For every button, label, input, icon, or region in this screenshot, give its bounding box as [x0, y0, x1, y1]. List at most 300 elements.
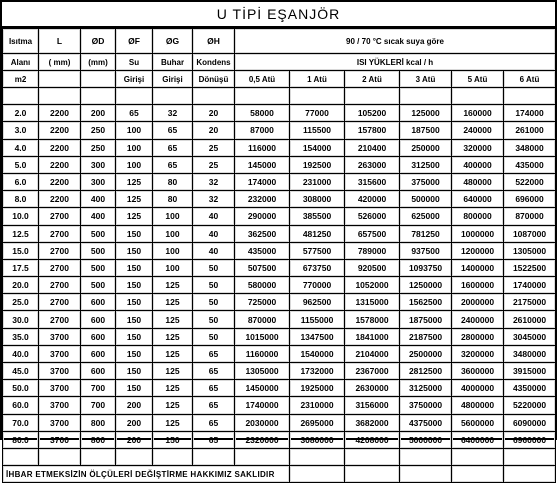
table-row [3, 259, 556, 276]
table-cell: 40.0 [3, 345, 39, 362]
table-cell: 3700 [39, 431, 81, 448]
header-row-1 [3, 29, 556, 54]
table-cell: 600 [81, 328, 116, 345]
empty-cell [452, 88, 504, 105]
table-cell: 700 [81, 397, 116, 414]
empty-cell [345, 88, 400, 105]
table-cell: 45.0 [3, 363, 39, 380]
table-cell: 2030000 [235, 414, 290, 431]
table-cell: 2700 [39, 208, 81, 225]
table-cell: 3125000 [400, 380, 452, 397]
table-cell: 263000 [345, 156, 400, 173]
table-cell: 232000 [235, 191, 290, 208]
table-cell: 150 [116, 363, 153, 380]
table-cell: 250000 [400, 139, 452, 156]
table-cell: 65 [193, 431, 235, 448]
table-cell: 3915000 [504, 363, 556, 380]
table-cell: 65 [153, 139, 193, 156]
table-cell: 6090000 [504, 414, 556, 431]
empty-cell [81, 448, 116, 465]
temperature-note: 90 / 70 °C sıcak suya göre [235, 29, 556, 54]
table-cell: 100 [153, 242, 193, 259]
table-cell: 6400000 [452, 431, 504, 448]
table-cell: 125 [116, 191, 153, 208]
empty-cell [235, 88, 290, 105]
table-cell: 10.0 [3, 208, 39, 225]
empty-cell [153, 448, 193, 465]
table-cell: 125 [116, 208, 153, 225]
header-cell: Alanı [3, 54, 39, 71]
table-cell: 200 [116, 431, 153, 448]
table-cell: 150 [116, 225, 153, 242]
table-cell: 1522500 [504, 259, 556, 276]
page-title: U TİPİ EŞANJÖR [216, 6, 341, 22]
table-cell: 1200000 [452, 242, 504, 259]
header-cell: Buhar [153, 54, 193, 71]
table-cell: 696000 [504, 191, 556, 208]
footer-row [3, 466, 556, 483]
table-cell: 1347500 [290, 328, 345, 345]
table-row [3, 191, 556, 208]
table-cell: 870000 [235, 311, 290, 328]
table-cell: 1540000 [290, 345, 345, 362]
table-cell: 962500 [290, 294, 345, 311]
table-cell: 673750 [290, 259, 345, 276]
table-row [3, 225, 556, 242]
table-cell: 2200 [39, 139, 81, 156]
header-cell: ØF [116, 29, 153, 54]
table-cell: 2175000 [504, 294, 556, 311]
table-cell: 2610000 [504, 311, 556, 328]
table-cell: 3682000 [345, 414, 400, 431]
table-cell: 300 [81, 156, 116, 173]
table-cell: 385500 [290, 208, 345, 225]
empty-cell [400, 88, 452, 105]
table-cell: 250 [81, 122, 116, 139]
table-cell: 65 [193, 414, 235, 431]
table-cell: 174000 [235, 173, 290, 190]
empty-cell [290, 88, 345, 105]
title-bar [2, 2, 555, 28]
table-cell: 400000 [452, 156, 504, 173]
table-cell: 600 [81, 311, 116, 328]
table-cell: 125000 [400, 105, 452, 122]
table-row [3, 363, 556, 380]
empty-cell [345, 448, 400, 465]
table-cell: 50.0 [3, 380, 39, 397]
table-cell: 100 [116, 139, 153, 156]
empty-cell [452, 448, 504, 465]
table-cell: 80 [153, 191, 193, 208]
table-cell: 770000 [290, 277, 345, 294]
table-cell: 2200 [39, 156, 81, 173]
table-cell: 2200 [39, 105, 81, 122]
table-cell: 657500 [345, 225, 400, 242]
table-row [3, 242, 556, 259]
table-cell: 3080000 [290, 431, 345, 448]
table-cell: 2000000 [452, 294, 504, 311]
table-cell: 3700 [39, 380, 81, 397]
header-cell: Su [116, 54, 153, 71]
table-cell: 25 [193, 139, 235, 156]
table-cell: 2695000 [290, 414, 345, 431]
table-cell: 2700 [39, 311, 81, 328]
table-cell: 160000 [452, 105, 504, 122]
table-cell: 1740000 [235, 397, 290, 414]
header-cell [39, 71, 81, 88]
table-cell: 150 [116, 328, 153, 345]
table-row [3, 380, 556, 397]
table-cell: 522000 [504, 173, 556, 190]
table-cell: 8.0 [3, 191, 39, 208]
table-cell: 40 [193, 208, 235, 225]
table-cell: 50 [193, 328, 235, 345]
table-cell: 240000 [452, 122, 504, 139]
table-cell: 3480000 [504, 345, 556, 362]
table-cell: 700 [81, 380, 116, 397]
table-cell: 154000 [290, 139, 345, 156]
empty-cell [400, 466, 452, 483]
table-cell: 2700 [39, 242, 81, 259]
table-cell: 50 [193, 311, 235, 328]
table-cell: 375000 [400, 173, 452, 190]
table-cell: 1875000 [400, 311, 452, 328]
table-cell: 3700 [39, 363, 81, 380]
spacer-row [3, 448, 556, 465]
table-cell: 192500 [290, 156, 345, 173]
table-cell: 87000 [235, 122, 290, 139]
empty-cell [290, 448, 345, 465]
table-cell: 2700 [39, 225, 81, 242]
table-cell: 3750000 [400, 397, 452, 414]
table-cell: 348000 [504, 139, 556, 156]
empty-cell [235, 448, 290, 465]
table-cell: 125 [153, 414, 193, 431]
table-cell: 20 [193, 105, 235, 122]
table-cell: 2367000 [345, 363, 400, 380]
table-cell: 320000 [452, 139, 504, 156]
pressure-header: 3 Atü [400, 71, 452, 88]
table-cell: 800000 [452, 208, 504, 225]
table-cell: 2200 [39, 122, 81, 139]
table-cell: 6.0 [3, 173, 39, 190]
table-cell: 2630000 [345, 380, 400, 397]
table-cell: 725000 [235, 294, 290, 311]
table-cell: 481250 [290, 225, 345, 242]
table-cell: 1305000 [504, 242, 556, 259]
table-row [3, 156, 556, 173]
table-cell: 435000 [504, 156, 556, 173]
table-cell: 800 [81, 431, 116, 448]
table-cell: 3.0 [3, 122, 39, 139]
table-cell: 65 [153, 122, 193, 139]
table-cell: 290000 [235, 208, 290, 225]
header-cell: Girişi [153, 71, 193, 88]
table-cell: 3156000 [345, 397, 400, 414]
table-cell: 625000 [400, 208, 452, 225]
footer-note: İHBAR ETMEKSİZİN ÖLÇÜLERİ DEĞİŞTİRME HAKKIMIZ SAKLIDIR [3, 466, 290, 483]
table-cell: 4.0 [3, 139, 39, 156]
table-cell: 4375000 [400, 414, 452, 431]
empty-cell [504, 466, 556, 483]
header-cell: m2 [3, 71, 39, 88]
table-cell: 1315000 [345, 294, 400, 311]
table-cell: 125 [153, 328, 193, 345]
table-cell: 920500 [345, 259, 400, 276]
table-cell: 2187500 [400, 328, 452, 345]
table-cell: 3700 [39, 328, 81, 345]
table-cell: 6960000 [504, 431, 556, 448]
header-cell [81, 71, 116, 88]
table-cell: 870000 [504, 208, 556, 225]
table-cell: 100 [153, 225, 193, 242]
table-cell: 65 [193, 380, 235, 397]
table-cell: 800 [81, 414, 116, 431]
table-cell: 150 [153, 431, 193, 448]
table-cell: 580000 [235, 277, 290, 294]
table-cell: 40 [193, 242, 235, 259]
table-cell: 100 [116, 122, 153, 139]
table-cell: 1400000 [452, 259, 504, 276]
table-cell: 5220000 [504, 397, 556, 414]
header-cell: ØH [193, 29, 235, 54]
table-cell: 312500 [400, 156, 452, 173]
table-cell: 5000000 [400, 431, 452, 448]
table-cell: 157800 [345, 122, 400, 139]
empty-cell [81, 88, 116, 105]
table-cell: 4208000 [345, 431, 400, 448]
table-cell: 2310000 [290, 397, 345, 414]
table-cell: 150 [116, 294, 153, 311]
table-cell: 435000 [235, 242, 290, 259]
table-cell: 77000 [290, 105, 345, 122]
table-cell: 1841000 [345, 328, 400, 345]
table-cell: 300 [81, 173, 116, 190]
table-cell: 58000 [235, 105, 290, 122]
table-cell: 70.0 [3, 414, 39, 431]
table-cell: 115500 [290, 122, 345, 139]
table-cell: 1052000 [345, 277, 400, 294]
empty-cell [3, 448, 39, 465]
table-cell: 362500 [235, 225, 290, 242]
table-cell: 1562500 [400, 294, 452, 311]
table-cell: 250 [81, 139, 116, 156]
table-cell: 20.0 [3, 277, 39, 294]
header-cell: (mm) [81, 54, 116, 71]
header-cell: ( mm) [39, 54, 81, 71]
header-cell: Kondens [193, 54, 235, 71]
table-cell: 105200 [345, 105, 400, 122]
table-cell: 125 [153, 294, 193, 311]
pressure-header: 2 Atü [345, 71, 400, 88]
table-cell: 150 [116, 259, 153, 276]
header-cell: L [39, 29, 81, 54]
header-row-2 [3, 54, 556, 71]
empty-cell [400, 448, 452, 465]
table-cell: 30.0 [3, 311, 39, 328]
table-cell: 2812500 [400, 363, 452, 380]
table-cell: 125 [116, 173, 153, 190]
empty-cell [345, 466, 400, 483]
table-cell: 507500 [235, 259, 290, 276]
table-row [3, 311, 556, 328]
table-cell: 116000 [235, 139, 290, 156]
table-row [3, 345, 556, 362]
empty-cell [39, 448, 81, 465]
empty-cell [116, 448, 153, 465]
empty-cell [452, 466, 504, 483]
table-cell: 25 [193, 156, 235, 173]
table-cell: 2200 [39, 191, 81, 208]
table-row [3, 328, 556, 345]
table-cell: 2104000 [345, 345, 400, 362]
header-cell: Girişi [116, 71, 153, 88]
table-cell: 32 [193, 191, 235, 208]
pressure-header: 1 Atü [290, 71, 345, 88]
table-cell: 1925000 [290, 380, 345, 397]
table-cell: 150 [116, 380, 153, 397]
table-cell: 315600 [345, 173, 400, 190]
table-cell: 125 [153, 345, 193, 362]
table-row [3, 208, 556, 225]
table-cell: 1087000 [504, 225, 556, 242]
table-cell: 500 [81, 242, 116, 259]
table-cell: 32 [193, 173, 235, 190]
capacity-table [2, 28, 556, 483]
table-cell: 500 [81, 277, 116, 294]
table-cell: 2400000 [452, 311, 504, 328]
empty-cell [504, 448, 556, 465]
header-row-3 [3, 71, 556, 88]
table-cell: 100 [153, 208, 193, 225]
table-cell: 1732000 [290, 363, 345, 380]
table-cell: 526000 [345, 208, 400, 225]
table-cell: 150 [116, 242, 153, 259]
table-cell: 200 [116, 414, 153, 431]
table-cell: 480000 [452, 173, 504, 190]
table-cell: 125 [153, 311, 193, 328]
table-cell: 3700 [39, 345, 81, 362]
table-cell: 200 [116, 397, 153, 414]
table-cell: 125 [153, 277, 193, 294]
table-cell: 3045000 [504, 328, 556, 345]
table-cell: 65 [193, 397, 235, 414]
table-cell: 2320000 [235, 431, 290, 448]
empty-cell [3, 88, 39, 105]
table-cell: 261000 [504, 122, 556, 139]
table-cell: 174000 [504, 105, 556, 122]
table-cell: 500000 [400, 191, 452, 208]
table-cell: 15.0 [3, 242, 39, 259]
table-cell: 100 [116, 156, 153, 173]
table-cell: 1155000 [290, 311, 345, 328]
table-cell: 20 [193, 122, 235, 139]
table-cell: 200 [81, 105, 116, 122]
table-cell: 25.0 [3, 294, 39, 311]
table-cell: 400 [81, 191, 116, 208]
table-row [3, 139, 556, 156]
table-cell: 150 [116, 345, 153, 362]
table-cell: 3200000 [452, 345, 504, 362]
table-cell: 125 [153, 380, 193, 397]
table-cell: 210400 [345, 139, 400, 156]
table-cell: 17.5 [3, 259, 39, 276]
heat-load-heading: ISI YÜKLERİ kcal / h [235, 54, 556, 71]
header-cell: Isıtma [3, 29, 39, 54]
table-cell: 4350000 [504, 380, 556, 397]
table-cell: 1093750 [400, 259, 452, 276]
pressure-header: 0,5 Atü [235, 71, 290, 88]
table-row [3, 277, 556, 294]
table-cell: 600 [81, 363, 116, 380]
table-cell: 50 [193, 259, 235, 276]
table-cell: 65 [153, 156, 193, 173]
table-cell: 937500 [400, 242, 452, 259]
table-cell: 80 [153, 173, 193, 190]
table-cell: 231000 [290, 173, 345, 190]
table-cell: 640000 [452, 191, 504, 208]
table-cell: 60.0 [3, 397, 39, 414]
table-cell: 1015000 [235, 328, 290, 345]
table-cell: 1305000 [235, 363, 290, 380]
table-cell: 2200 [39, 173, 81, 190]
table-cell: 1250000 [400, 277, 452, 294]
table-cell: 2.0 [3, 105, 39, 122]
table-cell: 1000000 [452, 225, 504, 242]
header-cell: ØG [153, 29, 193, 54]
empty-cell [504, 88, 556, 105]
table-cell: 50 [193, 277, 235, 294]
pressure-header: 5 Atü [452, 71, 504, 88]
empty-cell [153, 88, 193, 105]
table-cell: 100 [153, 259, 193, 276]
header-cell: ØD [81, 29, 116, 54]
table-cell: 3700 [39, 397, 81, 414]
table-row [3, 414, 556, 431]
empty-cell [193, 88, 235, 105]
table-cell: 2500000 [400, 345, 452, 362]
table-cell: 50 [193, 294, 235, 311]
table-cell: 65 [193, 345, 235, 362]
table-cell: 781250 [400, 225, 452, 242]
table-cell: 1578000 [345, 311, 400, 328]
table-cell: 35.0 [3, 328, 39, 345]
pressure-header: 6 Atü [504, 71, 556, 88]
table-cell: 3600000 [452, 363, 504, 380]
table-cell: 12.5 [3, 225, 39, 242]
table-cell: 150 [116, 277, 153, 294]
table-cell: 2700 [39, 294, 81, 311]
table-cell: 2700 [39, 277, 81, 294]
table-cell: 80.0 [3, 431, 39, 448]
table-cell: 5.0 [3, 156, 39, 173]
table-cell: 125 [153, 397, 193, 414]
table-cell: 420000 [345, 191, 400, 208]
table-cell: 145000 [235, 156, 290, 173]
table-row [3, 105, 556, 122]
table-cell: 4800000 [452, 397, 504, 414]
table-cell: 600 [81, 294, 116, 311]
table-cell: 125 [153, 363, 193, 380]
table-cell: 3700 [39, 414, 81, 431]
table-cell: 1740000 [504, 277, 556, 294]
table-cell: 150 [116, 311, 153, 328]
table-cell: 1160000 [235, 345, 290, 362]
empty-cell [290, 466, 345, 483]
table-cell: 187500 [400, 122, 452, 139]
empty-cell [39, 88, 81, 105]
table-cell: 65 [193, 363, 235, 380]
